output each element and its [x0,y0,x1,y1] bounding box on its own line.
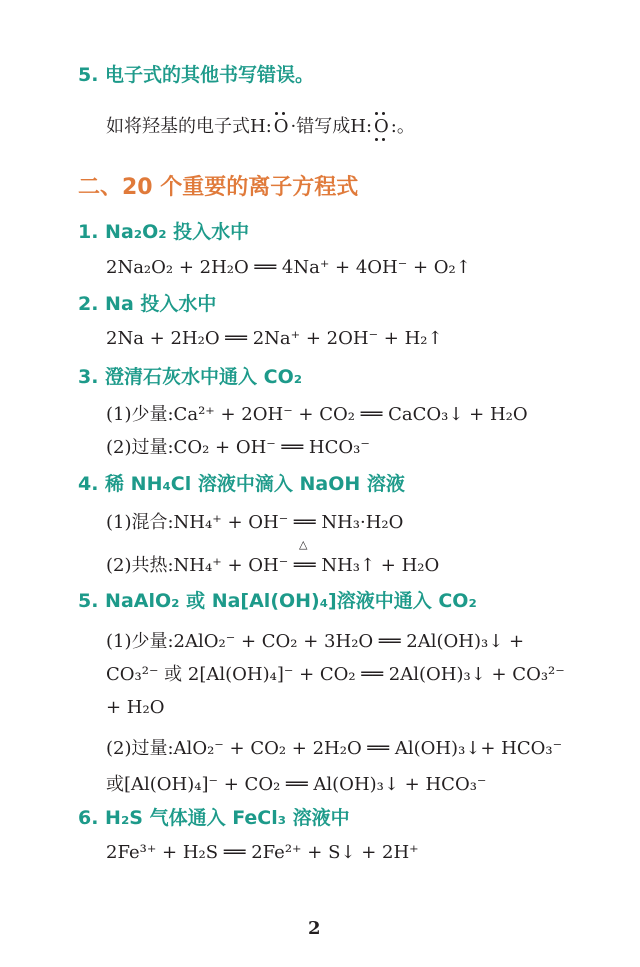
equation-2-line: 2Na + 2H₂O ══ 2Na⁺ + 2OH⁻ + H₂↑ [106,328,443,349]
lone-pair-dot [375,138,378,141]
equation-3-title: 3. 澄清石灰水中通入 CO₂ [78,366,303,388]
equation-4-line: (2)共热:NH₄⁺ + OH⁻ ══ NH₃↑ + H₂O [106,555,440,576]
section-heading: 二、20 个重要的离子方程式 [78,175,359,200]
equation-5-line: (2)过量:AlO₂⁻ + CO₂ + 2H₂O ══ Al(OH)₃↓+ HCO₃⁻ [106,738,563,759]
equation-2-title: 2. Na 投入水中 [78,293,217,315]
equation-5-line: CO₃²⁻ 或 2[Al(OH)₄]⁻ + CO₂ ══ 2Al(OH)₃↓ + CO₃²⁻ [106,664,565,685]
equation-6-line: 2Fe³⁺ + H₂S ══ 2Fe²⁺ + S↓ + 2H⁺ [106,842,419,863]
electron-line-prefix: 如将羟基的电子式H: [106,116,272,137]
lone-pair-dot [382,112,385,115]
equation-6-title: 6. H₂S 气体通入 FeCl₃ 溶液中 [78,807,350,829]
electron-line-suffix: :。 [390,116,415,137]
equation-3-line: (2)过量:CO₂ + OH⁻ ══ HCO₃⁻ [106,437,370,458]
equation-1-title: 1. Na₂O₂ 投入水中 [78,221,250,243]
electron-formula-line [106,112,415,138]
equation-3-line: (1)少量:Ca²⁺ + 2OH⁻ + CO₂ ══ CaCO₃↓ + H₂O [106,404,528,425]
oxygen-symbol-correct: O [272,116,291,137]
item-5-title: 5. 电子式的其他书写错误。 [78,64,315,86]
lone-pair-dot [382,138,385,141]
equation-5-line: 或[Al(OH)₄]⁻ + CO₂ ══ Al(OH)₃↓ + HCO₃⁻ [106,774,487,795]
equation-5-line: + H₂O [106,697,165,718]
equation-4-line: (1)混合:NH₄⁺ + OH⁻ ══ NH₃·H₂O [106,512,404,533]
oxygen-symbol-wrong: O [372,116,391,137]
equation-4-title: 4. 稀 NH₄Cl 溶液中滴入 NaOH 溶液 [78,473,405,495]
lone-pair-dot [375,112,378,115]
page-number: 2 [308,918,321,939]
equation-5-line: (1)少量:2AlO₂⁻ + CO₂ + 3H₂O ══ 2Al(OH)₃↓ + [106,631,525,652]
lone-pair-dot [275,112,278,115]
equation-5-title: 5. NaAlO₂ 或 Na[Al(OH)₄]溶液中通入 CO₂ [78,590,477,612]
lone-pair-dot [282,112,285,115]
equation-1-line: 2Na₂O₂ + 2H₂O ══ 4Na⁺ + 4OH⁻ + O₂↑ [106,257,471,278]
electron-line-middle: ·错写成H: [290,116,373,137]
heat-symbol: △ [299,538,308,551]
